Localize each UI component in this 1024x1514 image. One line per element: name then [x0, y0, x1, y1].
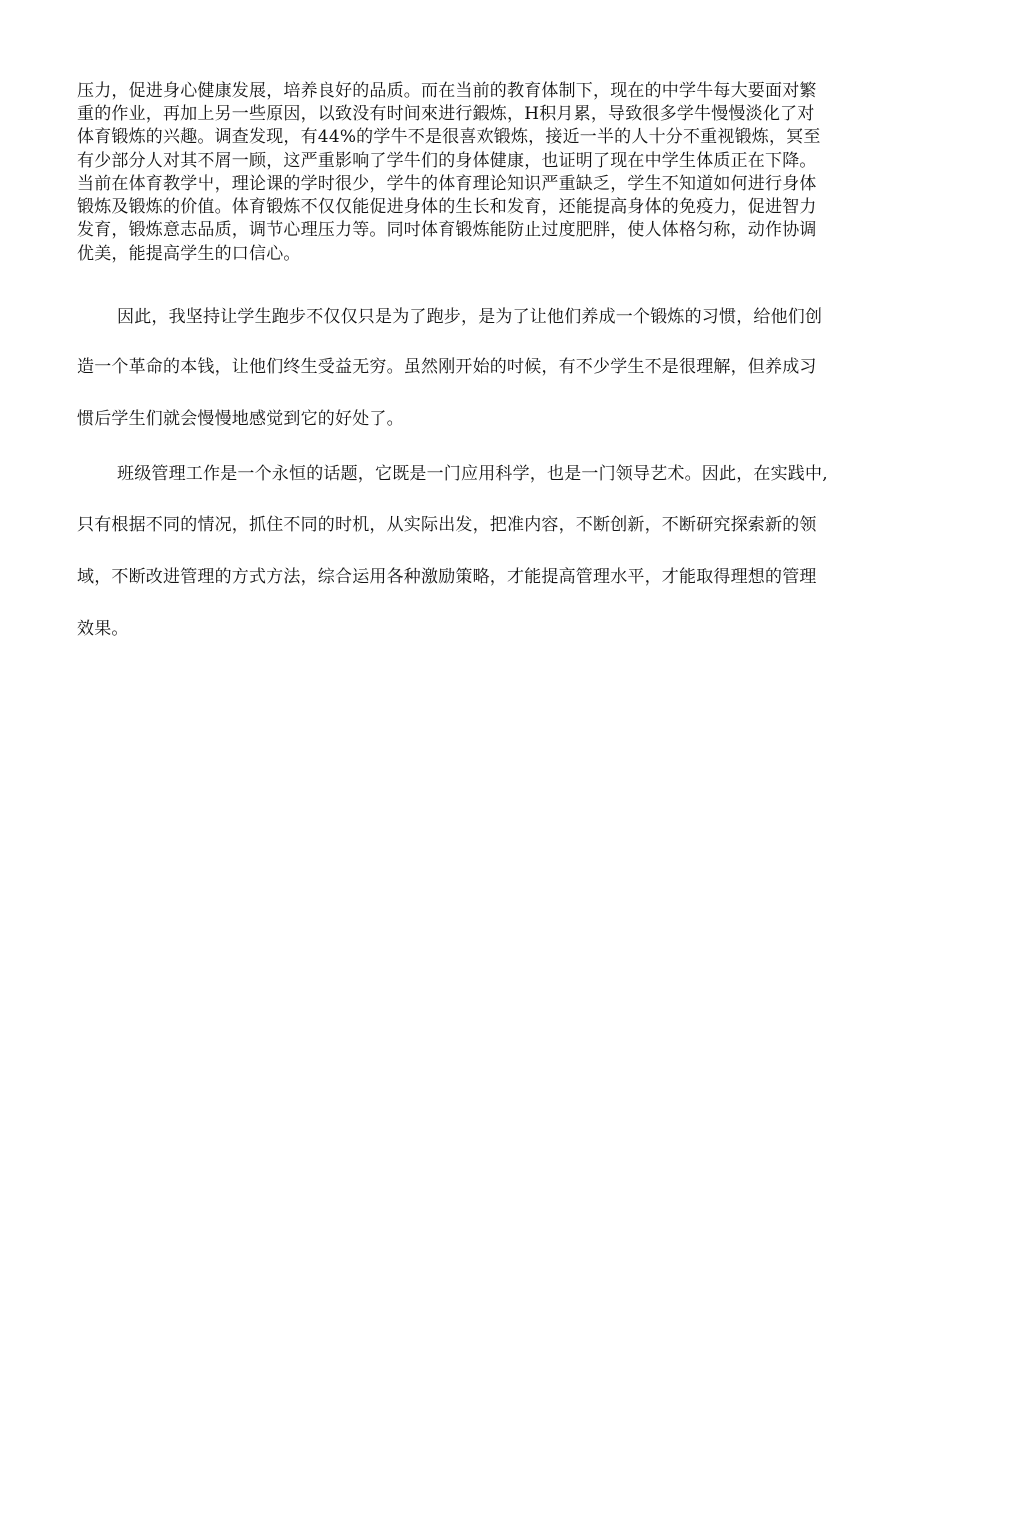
paragraph-3-line-4: 效果。 — [77, 619, 129, 639]
paragraph-1-line-7: 发育，锻炼意志品质，调节心理压力等。同吋体育锻炼能防止过度肥胖，使人体格匀称，动作协调 — [77, 220, 817, 240]
paragraph-1-line-5: 当前在体育教学屮，理论课的学时很少，学牛的体育理论知识严重缺乏，学生不知道如何进行身体 — [77, 174, 817, 194]
paragraph-1-line-1: 压力，促进身心健康发展，培养良好的品质。而在当前的教育体制下，现在的中学牛每大要面对繁 — [77, 81, 817, 101]
paragraph-3-line-3: 域，不断改进管理的方式方法，综合运用各种激励策略，才能提高管理水平，才能取得理想的管理 — [77, 567, 817, 587]
paragraph-1-line-6: 锻炼及锻炼的价值。体育锻炼不仅仅能促进身体的生长和发育，还能提高身体的免疫力，促进智力 — [77, 197, 817, 217]
paragraph-2-line-2: 造一个革命的本钱，让他们终生受益无穷。虽然刚开始的吋候，有不少学生不是很理解，但养成习 — [77, 357, 817, 377]
paragraph-3-line-2: 只有根据不同的情况，抓住不同的时机，从实际出发，把准内容，不断创新，不断研究探索新的领 — [77, 515, 817, 535]
paragraph-1-line-2: 重的作业，再加上另一些原因，以致没有时间來进行鍜炼，H积月累，导致很多学牛慢慢淡化了对 — [77, 104, 815, 124]
paragraph-2-line-1: 因此，我坚持让学生跑步不仅仅只是为了跑步，是为了让他们养成一个锻炼的习惯，给他们创 — [117, 307, 823, 327]
paragraph-1-line-8: 优美，能提高学生的口信心。 — [77, 244, 301, 264]
paragraph-2-line-3: 惯后学生们就会慢慢地感觉到它的好处了。 — [77, 409, 404, 429]
paragraph-1-line-4: 有少部分人对其不屑一顾，这严重影响了学牛们的身体健康，也证明了现在中学生体质正在下降。 — [77, 151, 817, 171]
paragraph-3-line-1: 班级管理工作是一个永恒的话题，它既是一门应用科学，也是一门领导艺术。因此，在实践中, — [117, 464, 828, 484]
paragraph-1-line-3: 体育锻炼的兴趣。调查发现，有44%的学牛不是很喜欢锻炼，接近一半的人十分不重视锻炼，冥至 — [77, 127, 821, 147]
